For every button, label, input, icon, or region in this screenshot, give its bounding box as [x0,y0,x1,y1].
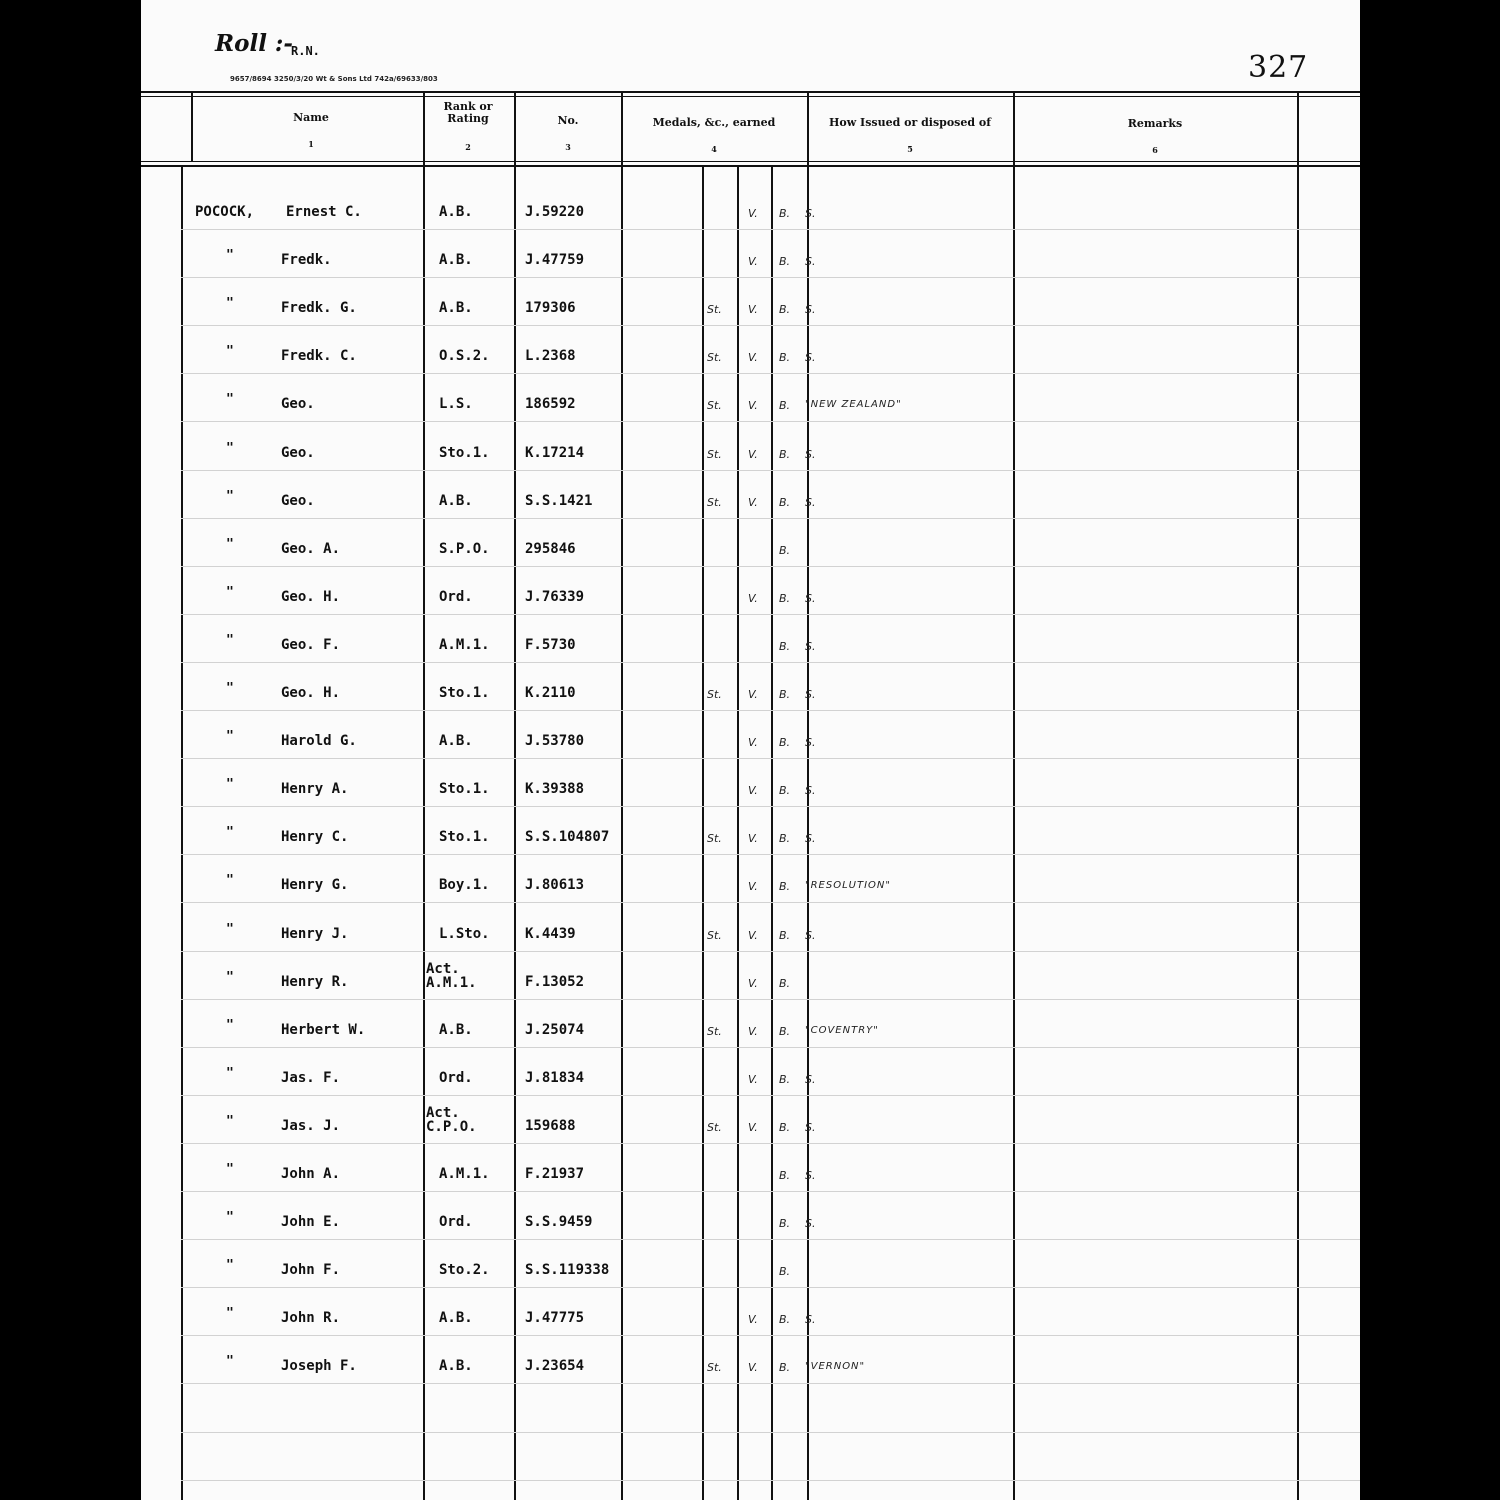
ruled-line [181,662,1360,663]
entry-rank: Sto.1. [439,445,490,461]
entry-rank-line2: A.M.1. [426,975,477,991]
entry-forenames: Geo. [281,396,315,412]
column-divider-british [771,165,773,1500]
entry-british-medal: B. [779,1073,791,1086]
ruled-line [181,1335,1360,1336]
ruled-line [181,1432,1360,1433]
entry-forenames: Fredk. C. [281,348,357,364]
ruled-line [181,806,1360,807]
ruled-line [181,1480,1360,1481]
entry-ditto-mark: " [226,922,234,937]
entry-star-medal: St. [707,351,722,364]
entry-rank: Sto.1. [439,829,490,845]
column-divider-name [423,93,425,1500]
entry-rank-line2: C.P.O. [426,1119,477,1135]
entry-star-medal: St. [707,1121,722,1134]
entry-british-medal: B. [779,784,791,797]
entry-service-number: J.23654 [525,1358,585,1374]
ruled-line [181,1095,1360,1096]
entry-forenames: Geo. H. [281,589,341,605]
entry-british-medal: B. [779,832,791,845]
entry-forenames: Henry C. [281,829,349,845]
roll-value: R.N. [291,44,320,58]
entry-surname: POCOCK, [195,204,255,220]
entry-forenames: Henry G. [281,877,349,893]
header-bottom-rule [141,165,1360,167]
entry-victory-medal: V. [748,1313,758,1326]
entry-service-number: F.5730 [525,637,576,653]
entry-issued: S. [805,929,816,942]
page-number: 327 [1248,50,1309,85]
entry-star-medal: St. [707,1361,722,1374]
entry-ditto-mark: " [226,777,234,792]
entry-service-number: K.4439 [525,926,576,942]
entry-forenames: Geo. [281,445,315,461]
entry-forenames: Joseph F. [281,1358,357,1374]
entry-service-number: L.2368 [525,348,576,364]
entry-ditto-mark: " [226,873,234,888]
column-divider-number [621,93,623,1500]
entry-ditto-mark: " [226,1354,234,1369]
entry-forenames: Geo. H. [281,685,341,701]
column-number-medals: 4 [711,144,717,154]
entry-rank: A.M.1. [439,1166,490,1182]
entry-forenames: Henry A. [281,781,349,797]
entry-victory-medal: V. [748,977,758,990]
ruled-line [181,951,1360,952]
entry-rank: A.B. [439,1358,473,1374]
ruled-line [181,373,1360,374]
entry-service-number: 179306 [525,300,576,316]
entry-star-medal: St. [707,929,722,942]
entry-ditto-mark: " [226,1114,234,1129]
column-number-issued: 5 [907,144,913,154]
entry-victory-medal: V. [748,736,758,749]
ruled-line [181,902,1360,903]
entry-service-number: K.17214 [525,445,585,461]
entry-ditto-mark: " [226,1258,234,1273]
entry-issued: "RESOLUTION" [805,880,891,891]
ruled-line [181,999,1360,1000]
entry-forenames: Jas. F. [281,1070,341,1086]
entry-service-number: F.21937 [525,1166,585,1182]
ruled-line [181,1287,1360,1288]
entry-star-medal: St. [707,399,722,412]
entry-service-number: J.25074 [525,1022,585,1038]
entry-british-medal: B. [779,303,791,316]
ruled-line [181,1239,1360,1240]
entry-rank: Ord. [439,589,473,605]
entry-ditto-mark: " [226,296,234,311]
entry-star-medal: St. [707,303,722,316]
ruled-line [181,421,1360,422]
entry-service-number: F.13052 [525,974,585,990]
entry-british-medal: B. [779,736,791,749]
entry-service-number: K.39388 [525,781,585,797]
entry-rank: Ord. [439,1214,473,1230]
entry-british-medal: B. [779,496,791,509]
entry-issued: S. [805,640,816,653]
entry-star-medal: St. [707,832,722,845]
entry-rank: A.B. [439,1022,473,1038]
entry-star-medal: St. [707,496,722,509]
entry-british-medal: B. [779,448,791,461]
entry-ditto-mark: " [226,1306,234,1321]
ruled-line [181,710,1360,711]
entry-forenames: Harold G. [281,733,357,749]
ruled-line [181,518,1360,519]
entry-rank: O.S.2. [439,348,490,364]
entry-forenames: Geo. [281,493,315,509]
entry-service-number: S.S.1421 [525,493,593,509]
entry-british-medal: B. [779,640,791,653]
entry-british-medal: B. [779,207,791,220]
entry-ditto-mark: " [226,729,234,744]
column-number-number: 3 [565,142,571,152]
entry-ditto-mark: " [226,970,234,985]
entry-issued: S. [805,207,816,220]
roll-page [141,0,1360,1500]
entry-issued: S. [805,1121,816,1134]
entry-rank: Boy.1. [439,877,490,893]
entry-victory-medal: V. [748,1361,758,1374]
entry-ditto-mark: " [226,681,234,696]
column-header-number: No. [557,114,579,127]
entry-victory-medal: V. [748,832,758,845]
entry-rank: A.B. [439,1310,473,1326]
column-divider-remarks [1297,93,1299,1500]
entry-forenames: John A. [281,1166,341,1182]
entry-victory-medal: V. [748,448,758,461]
entry-issued: S. [805,1217,816,1230]
entry-service-number: S.S.9459 [525,1214,593,1230]
entry-ditto-mark: " [226,585,234,600]
entry-ditto-mark: " [226,489,234,504]
ruled-line [181,1383,1360,1384]
entry-british-medal: B. [779,1361,791,1374]
entry-british-medal: B. [779,544,791,557]
entry-issued: S. [805,1313,816,1326]
column-divider-left [181,167,183,1500]
column-number-rank: 2 [465,142,471,152]
entry-ditto-mark: " [226,392,234,407]
entry-issued: "VERNON" [805,1361,866,1372]
entry-victory-medal: V. [748,255,758,268]
header-top-rule [141,91,1360,93]
entry-forenames: Fredk. [281,252,332,268]
entry-ditto-mark: " [226,1210,234,1225]
entry-rank: A.B. [439,733,473,749]
roll-label: Roll :- [215,30,293,57]
entry-victory-medal: V. [748,351,758,364]
entry-issued: S. [805,448,816,461]
entry-ditto-mark: " [226,1018,234,1033]
column-divider-victory [737,165,739,1500]
entry-british-medal: B. [779,1265,791,1278]
entry-star-medal: St. [707,448,722,461]
entry-rank: S.P.O. [439,541,490,557]
entry-victory-medal: V. [748,399,758,412]
entry-victory-medal: V. [748,303,758,316]
entry-service-number: 186592 [525,396,576,412]
ruled-line [181,470,1360,471]
ruled-line [181,1047,1360,1048]
ruled-line [181,854,1360,855]
entry-ditto-mark: " [226,1162,234,1177]
entry-ditto-mark: " [226,537,234,552]
entry-british-medal: B. [779,1217,791,1230]
header-bottom-rule-thin [141,161,1360,162]
entry-rank: A.B. [439,493,473,509]
entry-rank: Sto.1. [439,685,490,701]
entry-rank: A.B. [439,204,473,220]
ruled-line [181,325,1360,326]
entry-british-medal: B. [779,1313,791,1326]
entry-issued: S. [805,832,816,845]
entry-victory-medal: V. [748,880,758,893]
ruled-line [181,277,1360,278]
entry-victory-medal: V. [748,1073,758,1086]
entry-rank: Sto.2. [439,1262,490,1278]
entry-forenames: Geo. A. [281,541,341,557]
column-number-remarks: 6 [1152,145,1158,155]
entry-british-medal: B. [779,255,791,268]
column-divider-left-header [191,93,193,162]
entry-ditto-mark: " [226,1066,234,1081]
printer-code: 9657/8694 3250/3/20 Wt & Sons Ltd 742a/69633/803 [230,75,438,83]
ruled-line [181,1143,1360,1144]
entry-service-number: 295846 [525,541,576,557]
entry-british-medal: B. [779,688,791,701]
entry-issued: S. [805,688,816,701]
entry-issued: S. [805,784,816,797]
entry-forenames: Jas. J. [281,1118,341,1134]
column-header-medals: Medals, &c., earned [652,116,776,129]
entry-issued: S. [805,351,816,364]
column-header-rank: Rank or Rating [443,100,493,125]
header-top-rule-thin [141,96,1360,97]
entry-forenames: John E. [281,1214,341,1230]
column-divider-rank [514,93,516,1500]
entry-rank: L.S. [439,396,473,412]
entry-rank: Act. [426,961,460,977]
entry-forenames: Henry J. [281,926,349,942]
entry-british-medal: B. [779,1025,791,1038]
column-header-remarks: Remarks [1127,117,1183,130]
entry-british-medal: B. [779,1121,791,1134]
entry-service-number: K.2110 [525,685,576,701]
entry-forenames: John F. [281,1262,341,1278]
entry-victory-medal: V. [748,1025,758,1038]
entry-service-number: J.76339 [525,589,585,605]
entry-service-number: J.80613 [525,877,585,893]
entry-rank: A.B. [439,252,473,268]
entry-star-medal: St. [707,1025,722,1038]
entry-service-number: J.53780 [525,733,585,749]
entry-forenames: Fredk. G. [281,300,357,316]
entry-ditto-mark: " [226,344,234,359]
entry-british-medal: B. [779,977,791,990]
entry-victory-medal: V. [748,784,758,797]
entry-forenames: Henry R. [281,974,349,990]
entry-service-number: S.S.104807 [525,829,610,845]
entry-service-number: J.47759 [525,252,585,268]
entry-issued: S. [805,1169,816,1182]
entry-rank: A.B. [439,300,473,316]
ruled-line [181,229,1360,230]
entry-service-number: 159688 [525,1118,576,1134]
entry-victory-medal: V. [748,688,758,701]
entry-british-medal: B. [779,399,791,412]
entry-victory-medal: V. [748,496,758,509]
entry-victory-medal: V. [748,929,758,942]
entry-star-medal: St. [707,688,722,701]
entry-victory-medal: V. [748,207,758,220]
column-header-issued: How Issued or disposed of [829,116,991,129]
entry-rank: Ord. [439,1070,473,1086]
column-header-name: Name [293,111,329,124]
entry-issued: "COVENTRY" [805,1025,879,1036]
entry-issued: S. [805,592,816,605]
entry-british-medal: B. [779,929,791,942]
column-divider-star [702,165,704,1500]
entry-forenames: John R. [281,1310,341,1326]
entry-ditto-mark: " [226,633,234,648]
entry-forenames: Ernest C. [286,204,362,220]
entry-issued: S. [805,303,816,316]
entry-victory-medal: V. [748,592,758,605]
entry-british-medal: B. [779,351,791,364]
ruled-line [181,614,1360,615]
entry-ditto-mark: " [226,825,234,840]
column-number-name: 1 [308,139,314,149]
entry-rank: Sto.1. [439,781,490,797]
entry-service-number: J.47775 [525,1310,585,1326]
entry-service-number: J.59220 [525,204,585,220]
entry-service-number: S.S.119338 [525,1262,610,1278]
ruled-line [181,758,1360,759]
entry-british-medal: B. [779,880,791,893]
entry-issued: S. [805,736,816,749]
column-divider-issued [1013,93,1015,1500]
entry-victory-medal: V. [748,1121,758,1134]
entry-ditto-mark: " [226,248,234,263]
entry-forenames: Herbert W. [281,1022,366,1038]
ruled-line [181,1191,1360,1192]
entry-forenames: Geo. F. [281,637,341,653]
entry-issued: S. [805,255,816,268]
entry-rank: Act. [426,1105,460,1121]
entry-issued: S. [805,496,816,509]
entry-issued: S. [805,1073,816,1086]
entry-rank: A.M.1. [439,637,490,653]
entry-british-medal: B. [779,592,791,605]
entry-ditto-mark: " [226,441,234,456]
ruled-line [181,566,1360,567]
entry-service-number: J.81834 [525,1070,585,1086]
entry-rank: L.Sto. [439,926,490,942]
entry-issued: "NEW ZEALAND" [805,399,902,410]
entry-british-medal: B. [779,1169,791,1182]
